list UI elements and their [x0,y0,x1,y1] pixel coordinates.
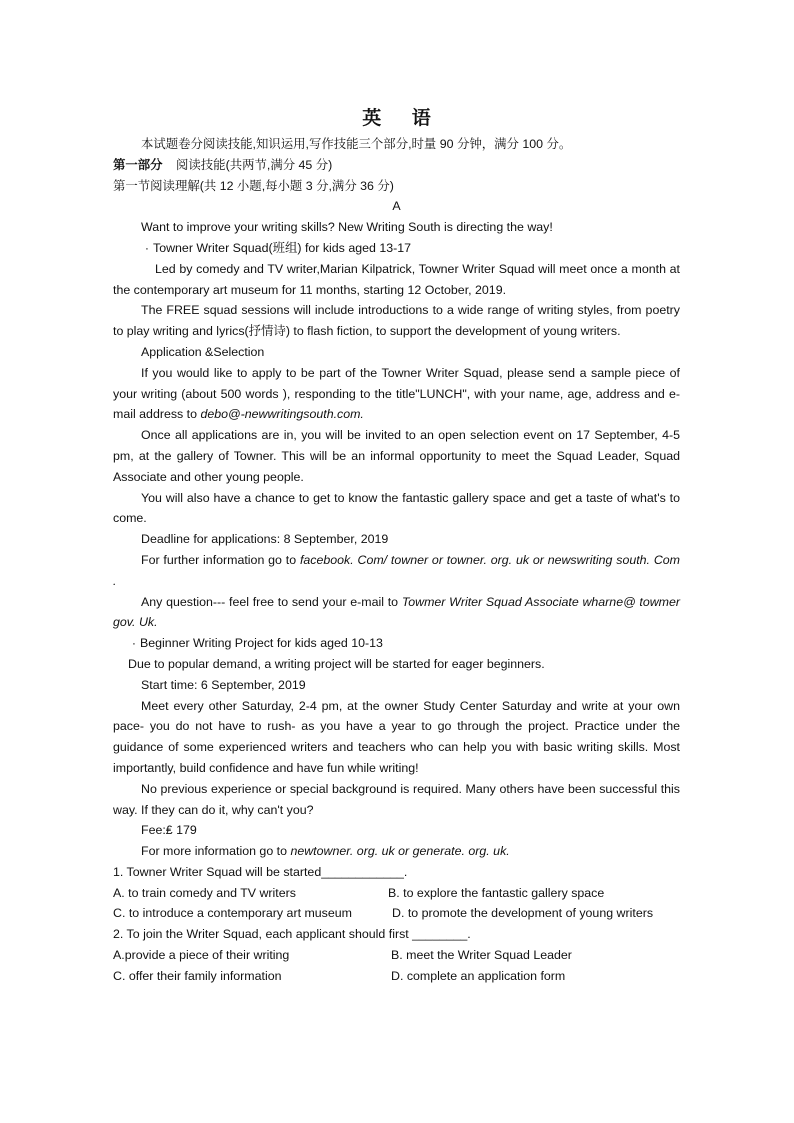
paragraph-text: For more information go to [141,844,291,859]
option-row [113,883,680,904]
subheading-application: Application &Selection [141,344,265,359]
paragraph [113,841,680,862]
question-stem: 2. To join the Writer Squad, each applicant should first ________. [113,927,471,942]
program-heading-beginner [113,633,680,654]
exam-intro: 本试题卷分阅读技能,知识运用,写作技能三个部分,时量 90 分钟，满分 100 分。 [141,137,572,151]
paragraph-text: No previous experience or special background is required. Many others have been successful this way. If they can do it, why can't you? [113,781,680,817]
option-d: D. to promote the development of young writers [392,906,654,921]
option-row [113,966,680,987]
option-d: D. complete an application form [391,968,566,983]
exam-page [113,104,680,987]
fee: Fee:₤ 179 [141,823,197,838]
paragraph-text: You will also have a chance to get to know the fantastic gallery space and get a taste of what's to come. [113,490,680,526]
option-c: C. to introduce a contemporary art museum [113,906,352,921]
info-links: newtowner. org. uk or generate. org. uk. [290,844,510,859]
paragraph [113,488,680,530]
option-a: A. to train comedy and TV writers [113,885,296,900]
info-links: facebook. Com/ towner or towner. org. uk or newswriting south. Com . [113,552,680,588]
paragraph [113,779,680,821]
option-b: B. to explore the fantastic gallery space [388,885,605,900]
paragraph [113,550,680,592]
program-title: Towner Writer Squad(班组) for kids aged 13-17 [153,240,412,255]
paragraph [113,696,680,779]
option-c: C. offer their family information [113,968,282,983]
option-row [113,903,680,924]
bullet-dot-icon: · [131,636,137,651]
passage-intro: Want to improve your writing skills? New Writing South is directing the way! [141,220,553,235]
page-title: 英 语 [362,107,443,129]
paragraph-text: For further information go to [141,552,300,567]
part-heading [113,155,680,176]
paragraph-text: The FREE squad sessions will include introductions to a wide range of writing styles, from poetry to play writing and lyrics(抒情诗) to flash fiction, to support the development of young writers. [113,303,680,339]
paragraph-text: Meet every other Saturday, 2-4 pm, at the owner Study Center Saturday and write at your own pace- you do not have to rush- as you have a year to go through the project. Practice under the guidance of some experienced writers and teachers who can help you with basic writing skills. Most importantly, build confidence and have fun while writing! [113,698,680,775]
paragraph [113,363,680,425]
bullet-dot-icon: · [144,240,150,255]
part-label: 第一部分 [113,157,163,172]
option-b: B. meet the Writer Squad Leader [391,948,572,963]
option-a: A.provide a piece of their writing [113,948,290,963]
deadline: Deadline for applications: 8 September, 2019 [141,532,389,547]
email-address: debo@-newwritingsouth.com. [200,407,364,422]
question-stem: 1. Towner Writer Squad will be started____________. [113,864,408,879]
program-heading-squad [113,238,680,259]
paragraph-text: Any question--- feel free to send your e-mail to [141,594,402,609]
paragraph [113,425,680,487]
paragraph [113,259,680,301]
paragraph: Due to popular demand, a writing project will be started for eager beginners. [128,656,545,671]
program-title: Beginner Writing Project for kids aged 10-13 [140,636,383,651]
section-heading: 第一节阅读理解(共 12 小题,每小题 3 分,满分 36 分) [113,178,394,193]
paragraph-text: Once all applications are in, you will be invited to an open selection event on 17 September, 4-5 pm, at the gallery of Towner. This will be an informal opportunity to meet the Squad Leader, Squad Associate and other young people. [113,428,680,484]
paragraph-text: If you would like to apply to be part of the Towner Writer Squad, please send a sample piece of your writing (about 500 words ), responding to the title"LUNCH", with your name, age, address and e-mail address to [113,365,680,422]
contact-email: Towmer Writer Squad Associate wharne@ towmer gov. Uk. [113,594,681,630]
option-row [113,945,680,966]
paragraph [113,300,680,342]
paragraph [113,592,680,634]
part-description: 阅读技能(共两节,满分 45 分) [176,157,333,172]
start-time: Start time: 6 September, 2019 [141,677,306,692]
passage-letter: A [392,199,401,214]
paragraph-text: Led by comedy and TV writer,Marian Kilpatrick, Towner Writer Squad will meet once a month at the contemporary art museum for 11 months, starting 12 October, 2019. [113,261,680,297]
